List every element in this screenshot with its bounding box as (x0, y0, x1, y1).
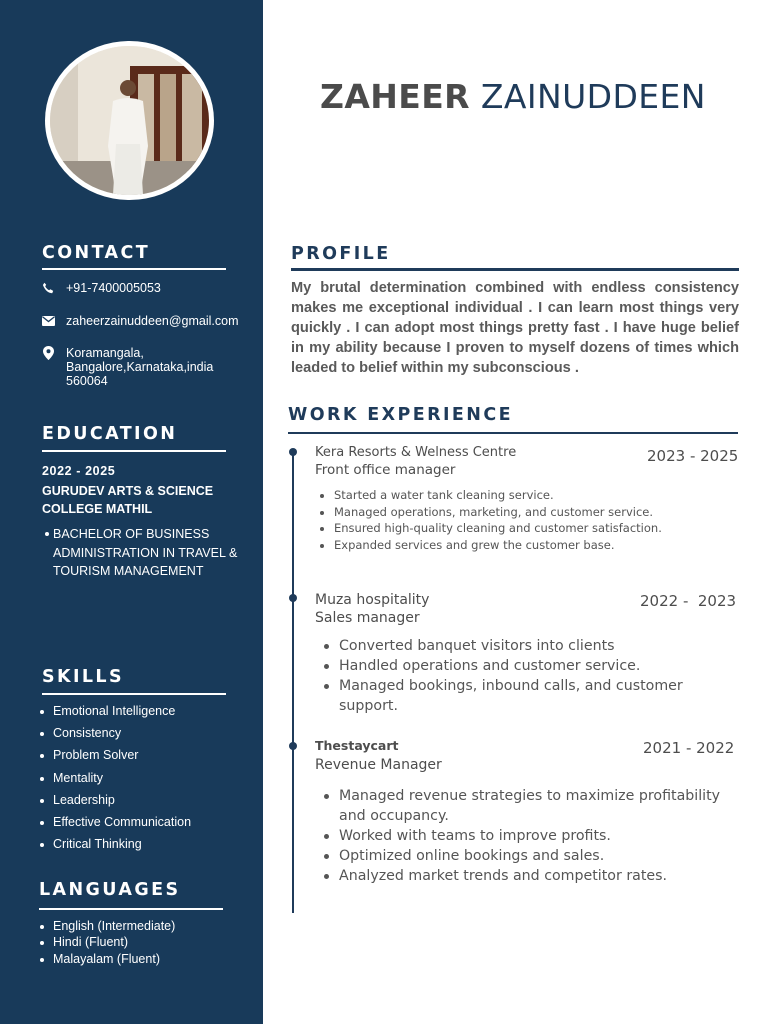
skill-item: Problem Solver (53, 748, 191, 770)
job-role: Sales manager (315, 610, 420, 626)
job-bullet: Converted banquet visitors into clients (339, 636, 744, 656)
phone-number: +91-7400005053 (66, 281, 161, 295)
job-bullets (339, 786, 744, 886)
skill-item: Consistency (53, 726, 191, 748)
job-bullet: Managed revenue strategies to maximize profitability and occupancy. (339, 786, 744, 826)
timeline-dot (289, 448, 297, 456)
job-bullet: Worked with teams to improve profits. (339, 826, 744, 846)
education-divider (42, 450, 226, 452)
education-college: GURUDEV ARTS & SCIENCE COLLEGE MATHIL (42, 484, 214, 516)
address-line: Bangalore,Karnataka,india (66, 360, 214, 374)
language-item: English (Intermediate) (53, 919, 175, 935)
first-name: ZAHEER (320, 77, 470, 116)
candidate-name (320, 77, 706, 117)
job-bullets (339, 636, 744, 716)
skill-item: Critical Thinking (53, 837, 191, 859)
phone-icon (41, 281, 55, 295)
job-bullet: Handled operations and customer service. (339, 656, 744, 676)
job-years: 2023 - 2025 (647, 447, 739, 465)
job-role: Front office manager (315, 462, 456, 478)
skill-item: Mentality (53, 771, 191, 793)
job-bullet: Managed bookings, inbound calls, and customer support. (339, 676, 744, 716)
job-role: Revenue Manager (315, 757, 442, 773)
profile-summary: My brutal determination combined with endless consistency makes me exceptional individual . I can learn most things very quickly . I can adopt most things pretty fast . I have huge belief in my ability because I proven to myself dozens of times which leaded to belief within my subconscious . (291, 280, 739, 376)
address-line: Koramangala, (66, 346, 144, 360)
language-item: Malayalam (Fluent) (53, 952, 175, 968)
work-experience-heading: WORK EXPERIENCE (288, 405, 513, 425)
timeline-line (292, 451, 294, 913)
contact-divider (42, 268, 226, 270)
skill-item: Leadership (53, 793, 191, 815)
job-bullet: Ensured high-quality cleaning and customer satisfaction. (334, 521, 662, 538)
languages-list (53, 919, 175, 968)
job-bullet: Analyzed market trends and competitor rates. (339, 866, 744, 886)
job-years: 2022 - 2023 (640, 592, 737, 610)
job-bullet: Expanded services and grew the customer base. (334, 538, 662, 555)
language-item: Hindi (Fluent) (53, 935, 175, 951)
address-text (66, 346, 213, 388)
education-years: 2022 - 2025 (42, 464, 116, 478)
skills-heading: SKILLS (42, 667, 124, 687)
education-degree: BACHELOR OF BUSINESS ADMINISTRATION IN TRAVEL & TOURISM MANAGEMENT (53, 525, 243, 581)
job-company: Kera Resorts & Welness Centre (315, 445, 517, 460)
address-line: 560064 (66, 374, 108, 388)
email-address: zaheerzainuddeen@gmail.com (66, 314, 239, 328)
profile-photo (50, 46, 209, 195)
last-name: ZAINUDDEEN (480, 77, 706, 116)
job-bullet: Managed operations, marketing, and customer service. (334, 505, 662, 522)
contact-phone (41, 281, 161, 295)
profile-photo-frame (45, 41, 214, 200)
job-bullet: Optimized online bookings and sales. (339, 846, 744, 866)
work-experience-divider (288, 432, 738, 434)
contact-address (41, 346, 213, 388)
skill-item: Emotional Intelligence (53, 704, 191, 726)
location-pin-icon (41, 346, 55, 360)
education-heading: EDUCATION (42, 424, 178, 444)
job-bullet: Started a water tank cleaning service. (334, 488, 662, 505)
profile-divider (291, 268, 739, 271)
timeline-dot (289, 594, 297, 602)
contact-email (41, 314, 239, 328)
languages-heading: LANGUAGES (39, 880, 181, 900)
envelope-icon (41, 314, 55, 328)
profile-heading: PROFILE (291, 244, 391, 264)
sidebar (0, 0, 263, 1024)
skills-list (53, 704, 191, 859)
job-years: 2021 - 2022 (643, 739, 735, 757)
skill-item: Effective Communication (53, 815, 191, 837)
job-company: Thestaycart (315, 738, 399, 753)
contact-heading: CONTACT (42, 243, 151, 263)
timeline-dot (289, 742, 297, 750)
job-bullets (334, 488, 662, 554)
languages-divider (39, 908, 223, 910)
skills-divider (42, 693, 226, 695)
job-company: Muza hospitality (315, 592, 430, 608)
